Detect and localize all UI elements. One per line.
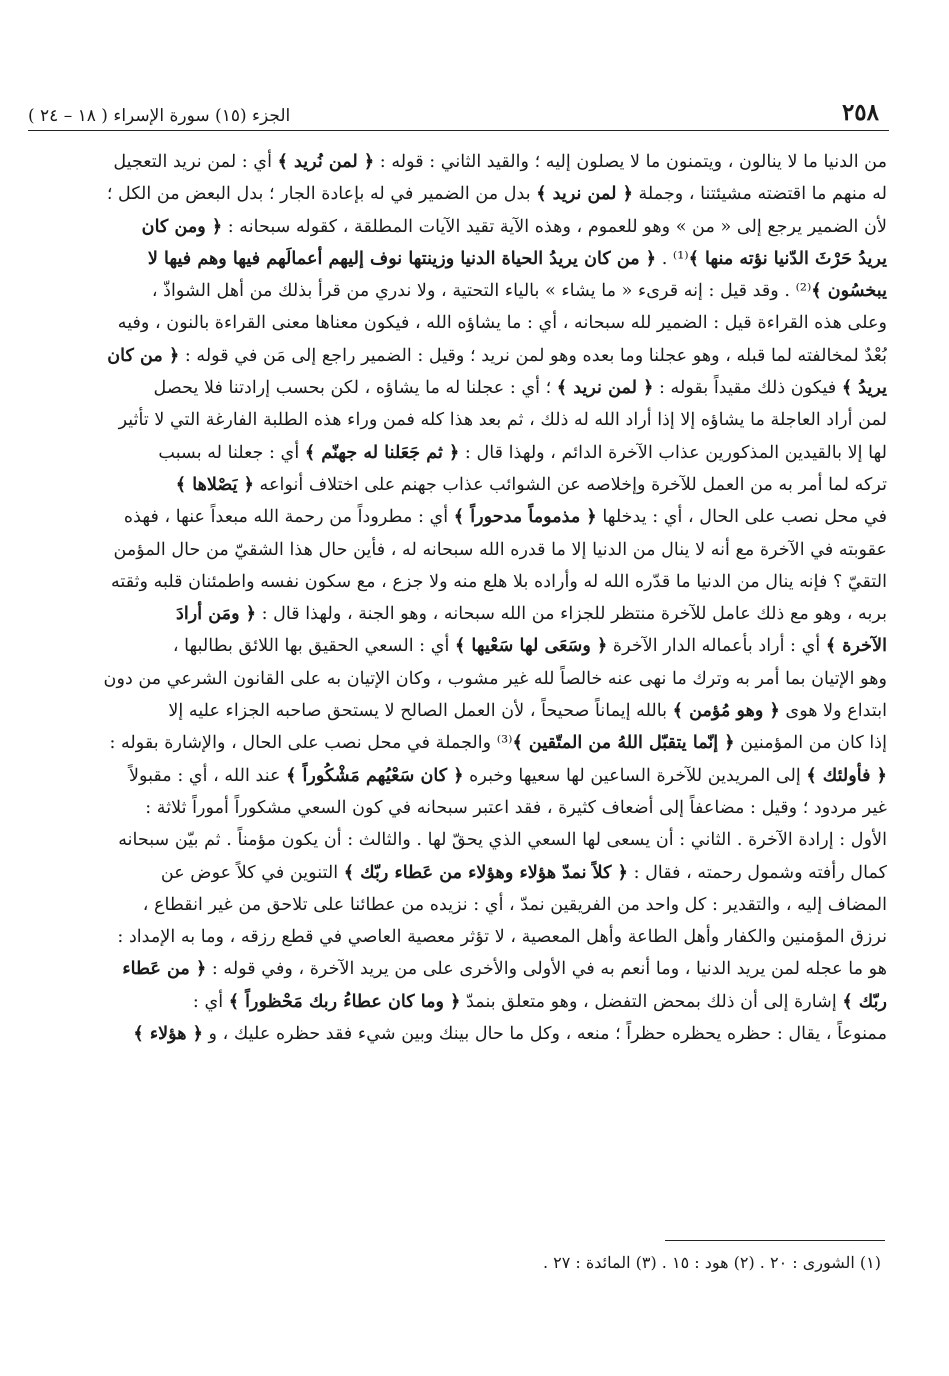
quran-quote: ﴿ وسَعَى لها سَعْيها ﴾ xyxy=(454,635,608,657)
commentary-text: بُعْدٌ لمخالفته لما قبله ، وهو عجلنا وما بعده وهو لمن نريد ؛ وقيل : الضمير راجع إلى مَن في قوله : xyxy=(179,345,887,366)
text-line xyxy=(26,178,887,210)
quran-quote: ﴿ لمن نريد ﴾ xyxy=(556,377,654,399)
quran-quote: ﴿ كلاً نمدّ هؤلاء وهؤلاء من عَطاء ربّك ﴾ xyxy=(343,861,628,883)
commentary-text: وهو الإتيان بما أمر به وترك ما نهى عنه خالصاً لله غير مشوب ، وكان الإتيان به على القانون الشرعي من دون xyxy=(103,668,887,689)
commentary-text: كمال رأفته وشمول رحمته ، فقال : xyxy=(627,862,887,883)
commentary-text: إذا كان من المؤمنين xyxy=(734,733,887,754)
quran-quote: ﴿ من كان يريدُ الحياة الدنيا وزينتها نوف إليهم أعمالَهم فيها وهم فيها لا xyxy=(147,247,657,269)
text-line xyxy=(26,760,887,792)
text-line xyxy=(26,307,887,339)
commentary-text: هو ما عجله لمن يريد الدنيا ، وما أنعم به في الأولى والأخرى على من يريد الآخرة ، وفي قوله : xyxy=(206,959,887,980)
commentary-text: ؛ أي : عجلنا له ما يشاؤه ، لكن بحسب إرادتنا فلا يحصل xyxy=(153,378,557,399)
commentary-text: أي : لمن نريد التعجيل xyxy=(113,152,278,172)
commentary-text: أي : xyxy=(192,991,229,1012)
text-line xyxy=(26,695,887,727)
quran-quote: ﴿ لمن نُريد ﴾ xyxy=(277,151,375,172)
commentary-text: عقوبته في الآخرة مع أنه لا ينال من الدنيا إلا ما قدره الله سبحانه له ، فأين حال هذا الشقيّ من حال المؤمن xyxy=(113,539,887,560)
text-line xyxy=(26,792,887,824)
text-line xyxy=(26,372,887,404)
text-line xyxy=(26,566,887,598)
footnotes: (١) الشورى : ٢٠ . (٢) هود : ١٥ . (٣) المائدة : ٢٧ . xyxy=(542,1253,881,1272)
commentary-text: في محل نصب على الحال ، أي : يدخلها xyxy=(596,507,887,528)
text-line xyxy=(26,921,887,953)
quran-quote: ﴿ من عَطاء xyxy=(122,958,207,980)
text-line xyxy=(26,1018,887,1050)
text-line xyxy=(26,469,887,501)
page-header xyxy=(28,94,879,126)
quran-quote: ﴿ وما كان عطاءُ ربك مَحْظوراً ﴾ xyxy=(228,990,461,1012)
quran-quote: ﴿ وهو مُؤمن ﴾ xyxy=(672,700,780,722)
commentary-text: ⁽¹⁾ . xyxy=(656,248,689,269)
footnote-divider xyxy=(665,1240,885,1241)
commentary-text: ⁽²⁾ . وقد قيل : إنه قرىء « ما يشاء » بالياء التحتية ، ولا ندري من قرأ بذلك من أهل الشواذّ ، xyxy=(151,281,812,302)
commentary-text: المضاف إليه ، والتقدير : كل واحد من الفريقين نمدّ ، أي : نزيده من عطائنا على تلاحق من غير انقطاع ، xyxy=(142,894,887,915)
quran-quote: الآخرة ﴾ xyxy=(825,635,887,657)
commentary-text: غير مردود ؛ وقيل : مضاعفاً إلى أضعاف كثيرة ، فقد اعتبر سبحانه في كون السعي مشكوراً أموراً ثلاثة : xyxy=(145,797,887,818)
quran-quote: ﴿ لمن نريد ﴾ xyxy=(536,183,633,205)
commentary-text: بدل من الضمير في له بإعادة الجار ؛ بدل البعض من الكل ؛ xyxy=(106,184,537,205)
quran-quote: ربّك ﴾ xyxy=(842,990,887,1012)
commentary-text: ابتداع ولا هوى xyxy=(779,701,887,722)
text-line xyxy=(26,211,887,243)
commentary-text: له منهم ما اقتضته مشيئتنا ، وجملة xyxy=(632,184,887,205)
text-line xyxy=(26,986,887,1018)
running-head: الجزء (١٥) سورة الإسراء ( ١٨ – ٢٤ ) xyxy=(28,106,291,126)
commentary-text: لمن أراد العاجلة ما يشاؤه إلا إذا أراد الله له ذلك ، ثم بعد هذا كله فمن وراء هذه الطلبة الفارغة التي لا تأثير xyxy=(118,410,887,431)
commentary-text: عند الله ، أي : مقبولاً xyxy=(128,765,287,786)
text-line xyxy=(26,857,887,889)
quran-quote: ﴿ هؤلاء ﴾ xyxy=(133,1023,203,1045)
commentary-text: إشارة إلى أن ذلك بمحض التفضل ، وهو متعلق بنمدّ xyxy=(460,991,843,1012)
text-line xyxy=(26,824,887,856)
text-line xyxy=(26,953,887,985)
quran-quote: ﴿ ومَن أرادَ xyxy=(176,603,257,625)
text-line xyxy=(26,598,887,630)
text-line xyxy=(26,889,887,921)
text-line xyxy=(26,727,887,759)
commentary-text: التنوين في كلاً عوض عن xyxy=(160,862,344,883)
commentary-text: ممنوعاً ، يقال : حظره يحظره حظراً ؛ منعه ، وكل ما حال بينك وبين شيء فقد حظره عليك ، و xyxy=(202,1024,887,1045)
text-line xyxy=(26,437,887,469)
commentary-text: بربه ، وهو مع ذلك عامل للآخرة منتظر للجزاء من الله سبحانه ، وهو الجنة ، ولهذا قال : xyxy=(256,604,887,625)
quran-quote: ﴿ كان سَعْيُهم مَشْكُوراً ﴾ xyxy=(286,764,464,786)
commentary-text: التقيّ ؟ فإنه ينال من الدنيا ما قدّره الله له وأراده بلا هلع منه ولا جزع ، مع سكون نفسه واطمئنان قلبه وثقته xyxy=(110,571,887,592)
text-line xyxy=(26,630,887,662)
commentary-text: أي : مطروداً من رحمة الله مبعداً عنها ، فهذه xyxy=(123,507,454,528)
quran-quote: ﴿ مذموماً مدحوراً ﴾ xyxy=(453,506,597,528)
text-line xyxy=(26,146,887,178)
commentary-text: أي : السعي الحقيق بها اللائق بطالبها ، xyxy=(172,636,455,657)
quran-quote: ﴿ يَصْلاها ﴾ xyxy=(175,473,254,495)
quran-quote: يريدُ ﴾ xyxy=(841,377,887,399)
text-line xyxy=(26,243,887,275)
page-number: ٢٥٨ xyxy=(841,99,879,126)
quran-quote: ﴿ ومن كان xyxy=(141,215,223,237)
quran-quote: يريدُ حَرْثَ الدّنيا نؤته منها ﴾ xyxy=(688,247,887,269)
quran-quote: ﴿ من كان xyxy=(107,344,180,366)
quran-quote: ﴿ فأولئك ﴾ xyxy=(806,764,887,786)
commentary-text: وعلى هذه القراءة قيل : الضمير لله سبحانه ، أي : ما يشاؤه الله ، فيكون معناها معنى القراءة بالنون ، وفيه xyxy=(117,313,887,334)
commentary-text: ⁽³⁾ والجملة في محل نصب على الحال ، والإشارة بقوله : xyxy=(109,733,513,754)
text-line xyxy=(26,404,887,436)
commentary-text: لأن الضمير يرجع إلى « من » وهو للعموم ، وهذه الآية تقيد الآيات المطلقة ، كقوله سبحانه : xyxy=(222,216,887,237)
text-line xyxy=(26,663,887,695)
commentary-text: الأول : إرادة الآخرة . الثاني : أن يسعى لها السعي الذي يحقّ لها . والثالث : أن يكون مؤمناً . ثم بيّن سبحانه xyxy=(118,830,887,851)
commentary-text: فيكون ذلك مقيداً بقوله : xyxy=(653,378,842,399)
text-line xyxy=(26,275,887,307)
commentary-text: بالله إيماناً صحيحاً ، لأن العمل الصالح لا يستحق صاحبه الجزاء عليه إلا xyxy=(168,701,673,722)
quran-quote: ﴿ إنّما يتقبّل اللهُ من المتّقين ﴾ xyxy=(512,732,735,754)
text-line xyxy=(26,340,887,372)
commentary-text: تركه لما أمر به من العمل للآخرة وإخلاصه عن الشوائب عذاب جهنم على اختلاف أنواعه xyxy=(253,474,887,495)
commentary-text: أي : أراد بأعماله الدار الآخرة xyxy=(607,636,826,657)
commentary-text: من الدنيا ما لا ينالون ، ويتمنون ما لا يصلون إليه ؛ والقيد الثاني : قوله : xyxy=(374,152,887,172)
commentary-text: إلى المريدين للآخرة الساعين لها سعيها وخبره xyxy=(463,765,807,786)
quran-quote: يبخسُون ﴾ xyxy=(811,280,887,302)
commentary-text: أي : جعلنا له بسبب xyxy=(158,442,305,463)
text-line xyxy=(26,534,887,566)
header-divider xyxy=(28,130,889,131)
commentary-text: لها إلا بالقيدين المذكورين عذاب الآخرة الدائم ، ولهذا قال : xyxy=(459,442,887,463)
text-line xyxy=(26,501,887,533)
commentary-text: نرزق المؤمنين والكفار وأهل الطاعة وأهل المعصية ، لا تؤثر معصية العاصي في قطع رزقه ، وما به الإمداد : xyxy=(117,927,887,948)
body-text xyxy=(26,146,887,1050)
quran-quote: ﴿ ثم جَعَلنا له جهنّم ﴾ xyxy=(304,441,460,463)
